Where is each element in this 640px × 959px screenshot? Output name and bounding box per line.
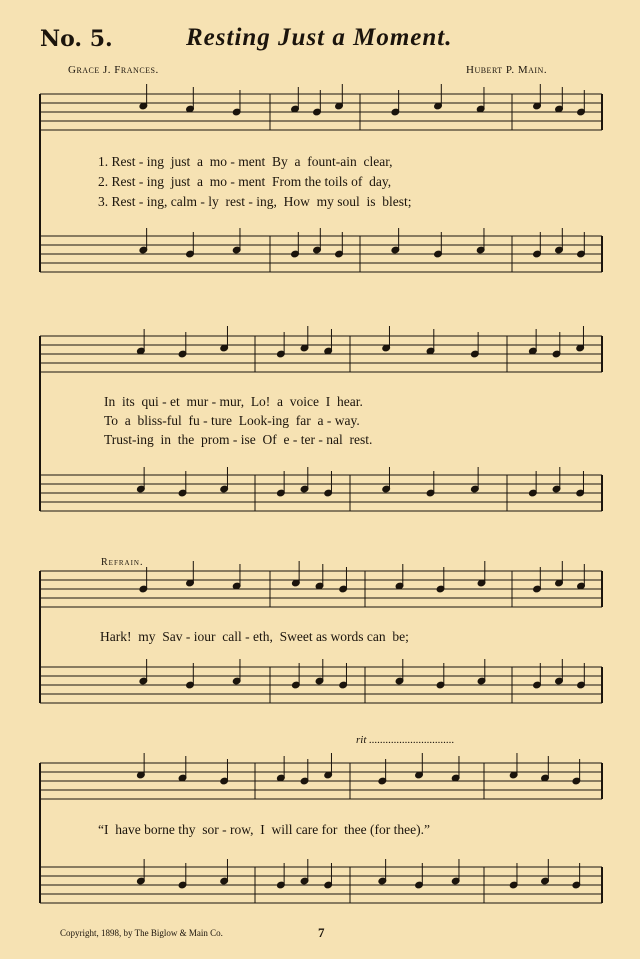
lyric-verse-2-line-2: To a bliss-ful fu - ture Look-ing far a - way. (104, 413, 360, 428)
copyright-notice: Copyright, 1898, by The Biglow & Main Co. (60, 928, 223, 938)
lyric-final: “I have borne thy sor - row, I will care for thee (for thee).” (98, 822, 430, 837)
lyric-verse-1-line-1: 1. Rest - ing just a mo - ment By a fount-ain clear, (98, 154, 393, 169)
lyric-verse-1-line-2: In its qui - et mur - mur, Lo! a voice I hear. (104, 394, 363, 409)
lyric-verse-2-line-1: 2. Rest - ing just a mo - ment From the toils of day, (98, 174, 392, 189)
hymn-title: Resting Just a Moment. (186, 24, 453, 51)
page-number: 7 (318, 925, 325, 940)
lyricist-credit: Grace J. Frances. (68, 64, 159, 76)
lyric-verse-3-line-2: Trust-ing in the prom - ise Of e - ter - nal rest. (104, 432, 373, 447)
lyric-refrain: Hark! my Sav - iour call - eth, Sweet as words can be; (100, 629, 409, 644)
lyric-verse-3-line-1: 3. Rest - ing, calm - ly rest - ing, How my soul is blest; (98, 194, 412, 209)
rit-label: rit (356, 734, 367, 746)
ritardando-marking: rit ............................... (356, 734, 455, 746)
hymn-number: No. 5. (40, 26, 113, 52)
composer-credit: Hubert P. Main. (466, 64, 548, 76)
refrain-label: Refrain. (101, 557, 144, 568)
